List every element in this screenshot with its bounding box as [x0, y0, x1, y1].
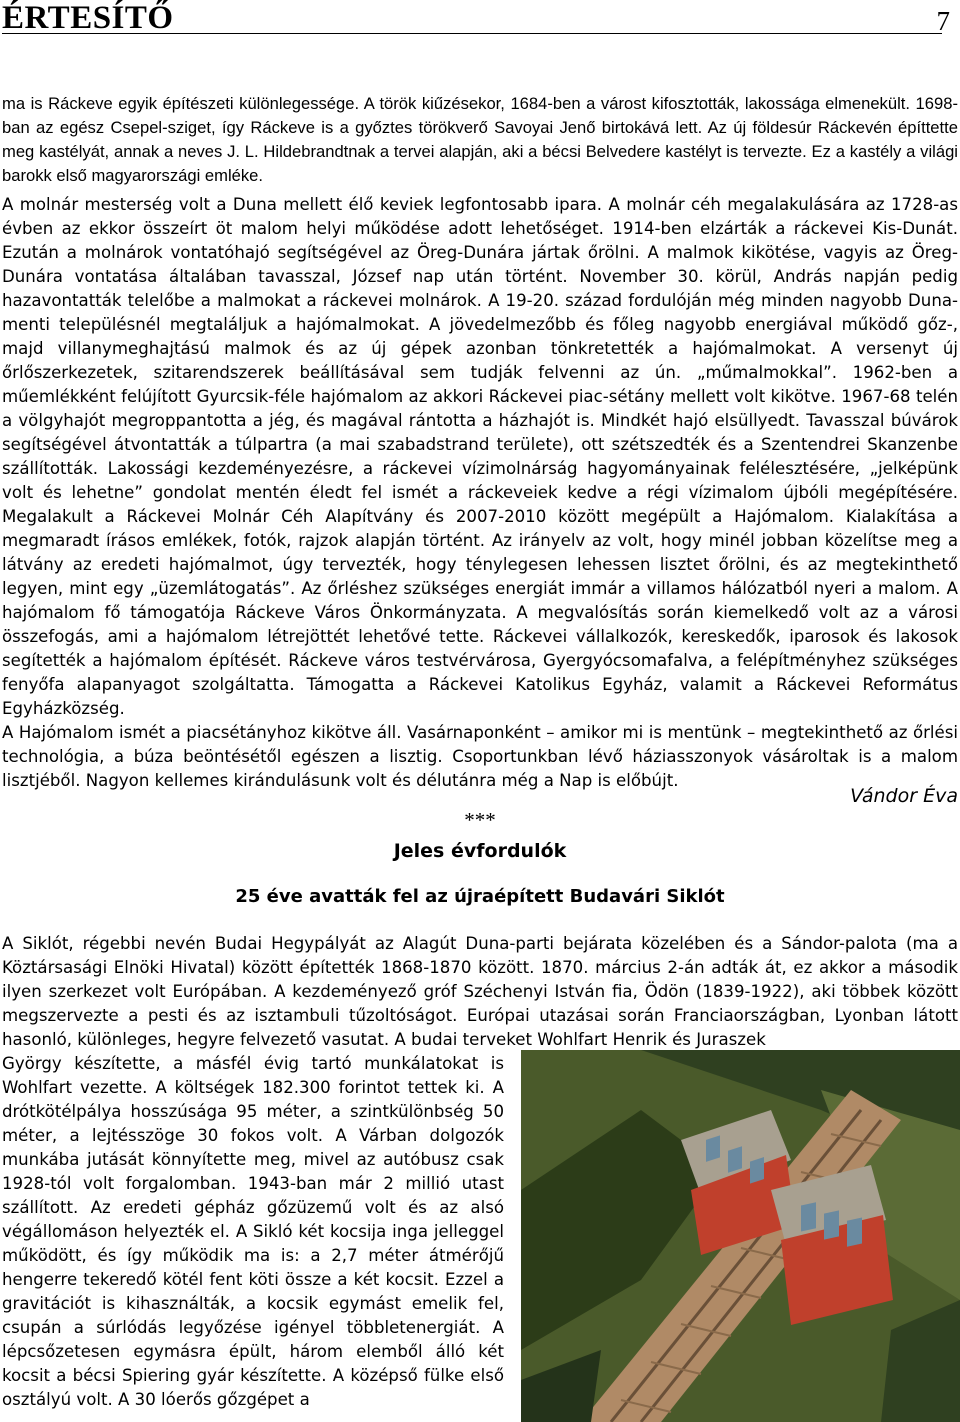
separator-stars: ***: [464, 808, 496, 832]
header-rule: [2, 33, 942, 34]
siklo-paragraph-full: A Siklót, régebbi nevén Budai Hegypályát az Alagút Duna-parti bejárata közelében és a Sándor-palota (ma a Köztársasági Elnöki Hivatal) között építették 1868-1870 között. 1870. március 2-án adták át, ez akkor a második ilyen szerkezet volt Európában. A kezdeményező gróf Széchenyi István fia, Ödön (1839-1922), aki többek között megszervezte a pesti és az isztambuli tűzoltóságot. Európai utazásai során Franciaországban, Lyonban látott hasonló, különleges, hegyre felvezető vasutat. A budai terveket Wohlfart Henrik és Juraszek: [2, 934, 958, 1049]
mill-text: A molnár mesterség volt a Duna mellett élő keviek legfontosabb ipara. A molnár céh megalakulására az 1728-as évben az ekkor összeírt öt malom helyi működése adott lehetőséget. 1914-ben elzárták a ráckevei Kis-Dunát. Ezután a molnárok vontatóhajó segítségével az Öreg-Dunára jártak őrölni. A malmok kikötése, vagyis az Öreg-Dunára vontatása általában tavasszal, József nap után történt. November 30. körül, András napján pedig hazavontatták telelőbe a malmokat a ráckevei molnárok. A 19-20. század fordulóján még minden nagyobb Duna-menti településnél megtaláljuk a hajómalmokat. A jövedelmezőbb és főleg nagyobb energiával működő gőz-, majd villanymeghajtású malmok és az új gépek azonban tönkretették a hajómalmokat. A versenyt új őrlőszerkezetek, szitarendszerek beállításával sem tudják felvenni az ún. „műmalmokkal”. 1962-ben a műemlékként felújított Gyurcsik-féle hajómalom az akkori Ráckevei piac-sétány mellett volt kikötve. 1967-68 telén a völgyhajót megroppantotta a jég, és magával rántotta a házhajót is. Mindkét hajó elsüllyedt. Tavasszal búvárok segítségével átvontatták a túlpartra (a mai szabadstrand területe), ott szétszedték és a Szentendrei Skanzenbe szállították. Lakossági kezdeményezésre, a ráckevei vízimolnárság hagyományainak felélesztésére, „jelképünk volt és lehetne” gondolat mentén éledt fel ismét a ráckeveiek kedve a régi vízimalom újbóli megépítésére. Megalakult a Ráckevei Molnár Céh Alapítvány és 2007-2010 között megépült a Hajómalom. Kialakítása a megmaradt írásos emlékek, fotók, rajzok alapján történt. Az irányelv az volt, hogy minél jobban közelítse meg a látvány az eredeti hajómalmot, úgy tervezték, hogy ténylegesen lehessen lisztet őrölni, és az megtekinthető legyen, mint egy „üzemlátogatás”. Az őrléshez szükséges energiát immár a villamos hálózatból nyeri a malom. A hajómalom fő támogatója Ráckeve Város Önkormányzata. A megvalósítás során kiemelkedő volt az a városi összefogás, ami a hajómalom létrejöttét lehetővé tette. Ráckevei vállalkozók, kereskedők, iparosok és lakosok segítették a hajómalom építését. Ráckeve város testvérvárosa, Gyergyócsomafalva, a felépítményhez szükséges fenyőfa alapanyagot szolgáltatta. Támogatta a Ráckevei Katolikus Egyház, valamit a Ráckevei Református Egyházközség.: [2, 195, 958, 718]
page-number: 7: [936, 6, 950, 36]
mill-paragraph: [2, 193, 958, 793]
signature: Vándor Éva: [850, 785, 958, 807]
section-title: Jeles évfordulók: [393, 840, 567, 862]
page-header: [0, 0, 960, 40]
publication-title: ÉRTESÍTŐ: [2, 0, 174, 36]
visit-text: A Hajómalom ismét a piacsétányhoz kikötve áll. Vasárnaponként – amikor mi is mentünk – megtekinthető az őrlési technológia, a búza beöntésétől egészen a lisztig. Csoportunkban lévő háziasszonyok vásároltak is a malom lisztjéből. Nagyon kellemes kirándulásunk volt és délutánra még a Nap is előbújt.: [2, 723, 958, 790]
intro-paragraph: ma is Ráckeve egyik építészeti különlegessége. A török kiűzésekor, 1684-ben a várost kifosztották, lakossága elmenekült. 1698-ban az egész Csepel-sziget, így Ráckeve is a győztes törökverő Savoyai Jenő birtokává lett. Az új földesúr Ráckevén építtette meg kastélyát, annak a neves J. L. Hildebrandtnak a tervei alapján, aki a bécsi Belvedere kastélyt is tervezte. Ez a kastély a világi barokk első magyarországi emléke.: [2, 94, 958, 185]
funicular-photo: [521, 1050, 960, 1422]
article-title: 25 éve avatták fel az újraépített Budavári Siklót: [235, 886, 725, 907]
siklo-paragraph-column: György készítette, a másfél évig tartó munkálatokat is Wohlfart vezette. A költségek 182.300 forintot tettek ki. A drótkötélpálya hosszúsága 95 méter, a szintkülönbség 50 méter, a lejtésszöge 30 fokos volt. A Várban dolgozók munkába jutását könnyítette meg, mivel az autóbusz csak 1928-tól volt forgalomban. 1943-ban már 2 millió utast szállított. Az eredeti gépház gőzüzemű volt és az alsó végállomáson helyezték el. A Sikló két kocsija inga jelleggel működött, és így működik ma is: a 2,7 méter átmérőjű hengerre tekeredő kötél fent köti össze a két kocsit. Ezzel a gravitációt is kihasználták, a kocsik egymást emelik fel, csupán a súrlódás legyőzése igényel többletenergiát. A lépcsőzetesen egymásra épült, három elemből álló két kocsit a bécsi Spiering gyár készítette. A középső fülke első osztályú volt. A 30 lóerős gőzgépet a: [2, 1054, 504, 1409]
funicular-car-lower: [771, 1165, 893, 1325]
